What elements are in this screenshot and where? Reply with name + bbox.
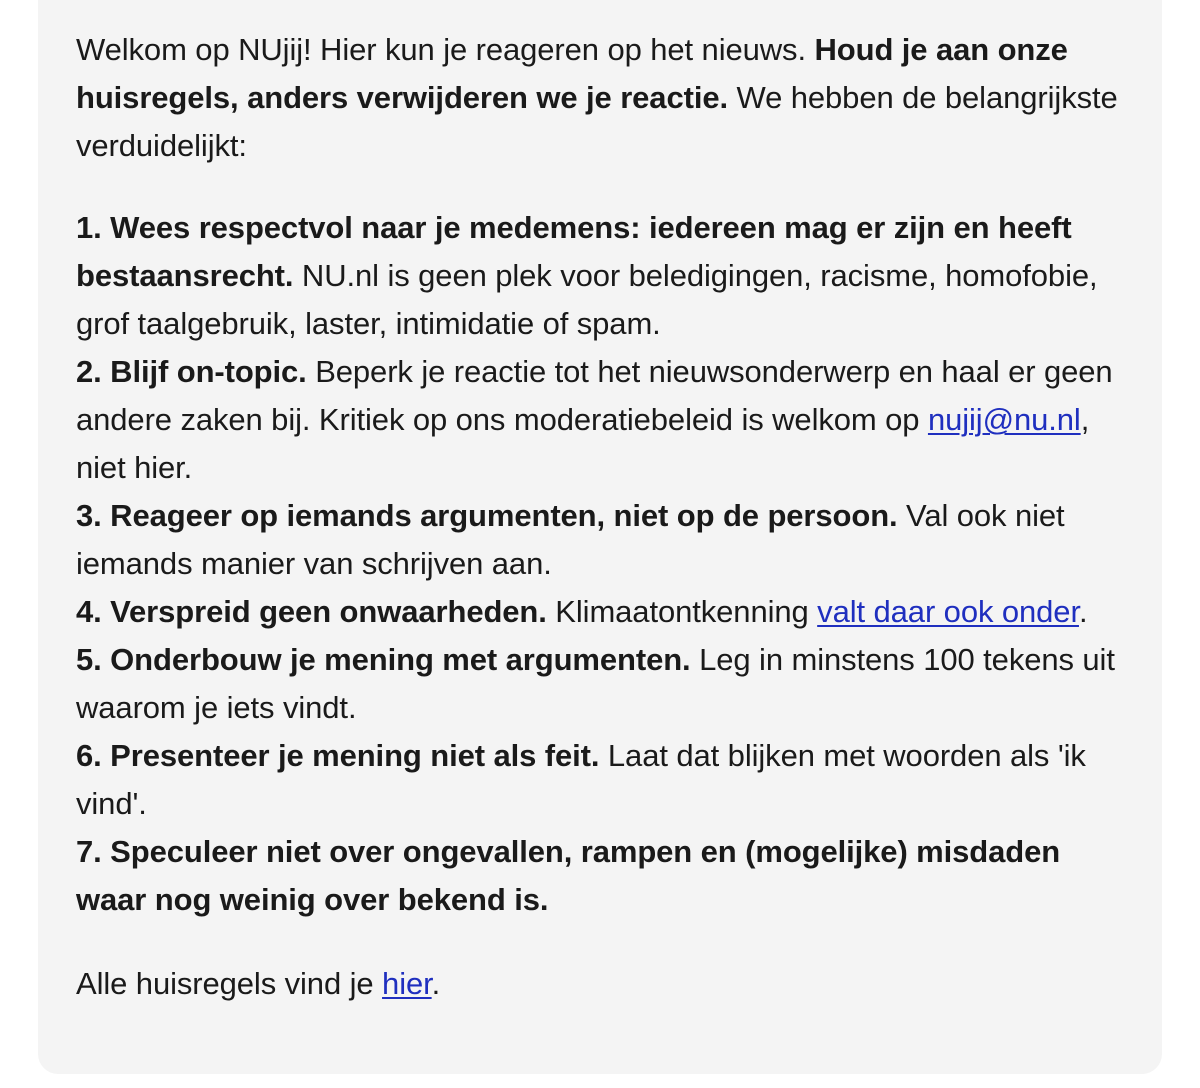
all-rules-link[interactable]: hier — [382, 966, 432, 1001]
rule-text-end: . — [1078, 594, 1088, 629]
email-link[interactable]: nujij@nu.nl — [927, 402, 1081, 437]
climate-denial-link[interactable]: valt daar ook onder — [817, 594, 1079, 629]
rule-title: 2. Blijf on-topic. — [76, 354, 307, 389]
intro-paragraph — [76, 26, 1124, 170]
rule-text: Klimaatontkenning — [546, 594, 818, 629]
rules-list — [76, 204, 1124, 924]
rule-item-1 — [76, 204, 1124, 348]
rule-text-end: , niet hier. — [76, 402, 1090, 485]
rule-item-6 — [76, 732, 1124, 828]
outro-paragraph — [76, 960, 1124, 1008]
rule-item-7 — [76, 828, 1124, 924]
rule-text: Laat dat blijken met woorden als 'ik vind'. — [76, 738, 1086, 821]
intro-text: Welkom op NUjij! Hier kun je reageren op het nieuws. — [76, 32, 815, 67]
rule-title: 5. Onderbouw je mening met argumenten. — [76, 642, 691, 677]
rule-title: 1. Wees respectvol naar je medemens: iedereen mag er zijn en heeft bestaansrecht. — [76, 210, 1072, 293]
outro-text-end: . — [431, 966, 441, 1001]
rule-title: 6. Presenteer je mening niet als feit. — [76, 738, 600, 773]
rule-title: 4. Verspreid geen onwaarheden. — [76, 594, 547, 629]
rule-item-2 — [76, 348, 1124, 492]
rule-text: NU.nl is geen plek voor beledigingen, racisme, homofobie, grof taalgebruik, laster, intimidatie of spam. — [76, 258, 1098, 341]
rule-title: 7. Speculeer niet over ongevallen, rampen en (mogelijke) misdaden waar nog weinig over bekend is. — [76, 834, 1061, 917]
intro-emphasis: Houd je aan onze huisregels, anders verwijderen we je reactie. — [76, 32, 1068, 115]
house-rules-panel — [38, 0, 1162, 1074]
rule-title: 3. Reageer op iemands argumenten, niet op de persoon. — [76, 498, 898, 533]
rule-text: Leg in minstens 100 tekens uit waarom je iets vindt. — [76, 642, 1115, 725]
rule-text: Beperk je reactie tot het nieuwsonderwerp en haal er geen andere zaken bij. Kritiek op ons moderatiebeleid is welkom op — [76, 354, 1113, 437]
intro-text-end: We hebben de belangrijkste verduidelijkt: — [76, 80, 1118, 163]
rule-item-3 — [76, 492, 1124, 588]
rule-text: Val ook niet iemands manier van schrijven aan. — [76, 498, 1065, 581]
rule-item-5 — [76, 636, 1124, 732]
rule-item-4 — [76, 588, 1124, 636]
outro-text: Alle huisregels vind je — [76, 966, 383, 1001]
